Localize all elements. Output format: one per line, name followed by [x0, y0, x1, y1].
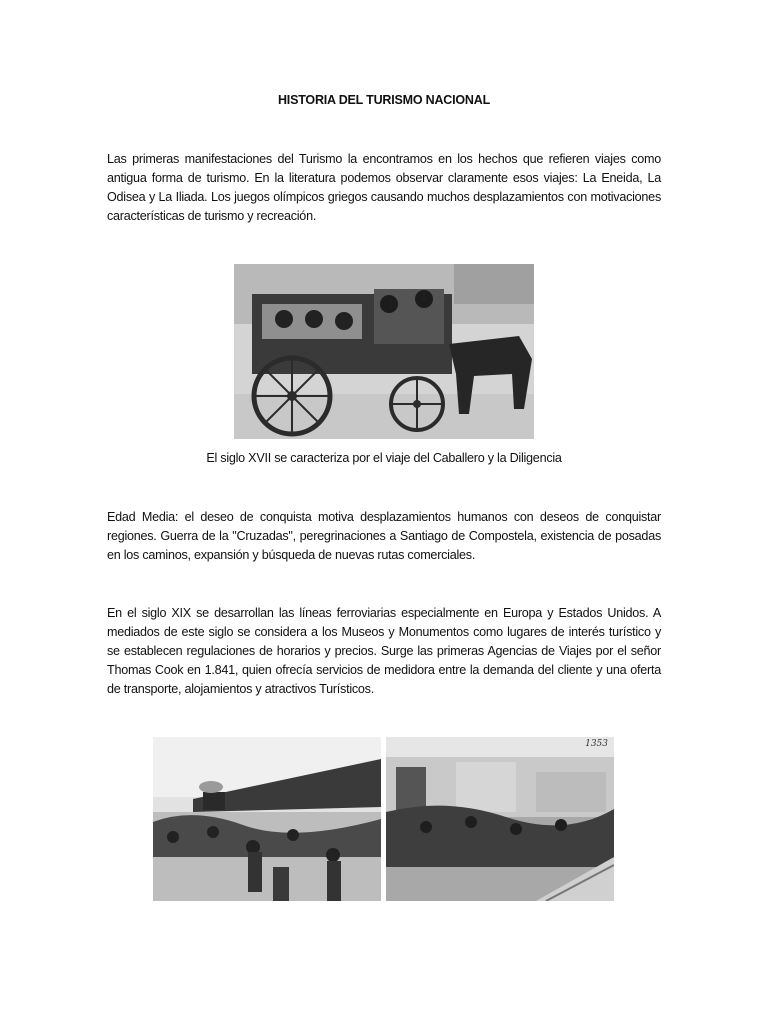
stagecoach-caption: El siglo XVII se caracteriza por el viaje del Caballero y la Diligencia — [206, 451, 562, 465]
photo-stamp-number: 1353 — [585, 739, 608, 749]
document-title: HISTORIA DEL TURISMO NACIONAL — [277, 93, 491, 107]
paragraph-siglo-xix: En el siglo XIX se desarrollan las líneas ferroviarias especialmente en Europa y Estados Unidos. A mediados de este siglo se considera a los Museos y Monumentos como lugares de interés turístico y se establecen regulaciones de horarios y precios. Surge las primeras Agencias de Viajes por el señor Thomas Cook en 1.841, quien ofrecía servicios de medidora entre la demanda del cliente y una oferta de transporte, alojamientos y atractivos Turísticos. — [107, 606, 661, 696]
stagecoach-illustration — [234, 264, 534, 439]
paragraph-intro: Las primeras manifestaciones del Turismo la encontramos en los hechos que refieren viajes como antigua forma de turismo. En la literatura podemos observar claramente esos viajes: La Eneida, La Odisea y La Iliada. Los juegos olímpicos griegos causando muchos desplazamientos con motivaciones características de turismo y recreación. — [107, 152, 661, 223]
stagecoach-photo — [234, 264, 534, 439]
paragraph-edad-media: Edad Media: el deseo de conquista motiva desplazamientos humanos con deseos de conquistar regiones. Guerra de la "Cruzadas", peregrinaciones a Santiago de Compostela, existencia de posadas en los caminos, expansión y búsqueda de nuevas rutas comerciales. — [107, 510, 661, 562]
train-crowd-illustration — [153, 737, 381, 901]
train-crowd-photo — [153, 737, 381, 901]
station-crowd-photo — [386, 737, 614, 901]
station-crowd-illustration — [386, 737, 614, 901]
